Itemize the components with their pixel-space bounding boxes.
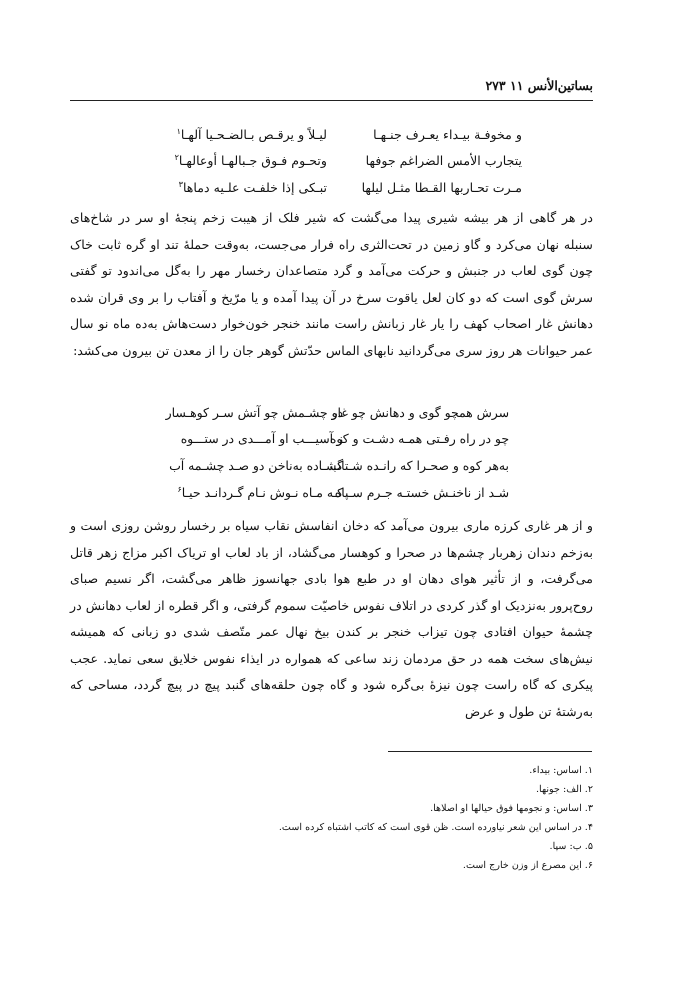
- hemistich-1: یتجارب الأمس الضراغم جوفها: [365, 153, 522, 168]
- persian-verse: [0, 405, 681, 431]
- hemistich-2: وتحـوم فـوق جـبالهـا أوعالهـا$^۲$: [174, 153, 327, 169]
- paragraph-2: و از هر غاری کرزه ماری بیرون می‌آمد که دخان انفاسش نقاب سیاه بر رخسار روشن روزی است و به‌زخم دندان زهربار چشم‌ها در صحرا و کوهسار می‌گشاد، از باد لعاب او تریاک اکبر مزاج زهر قاتل می‌گرفت، و از تأثیر هوای دهان او در طبع هوا بادی جهانسوز ظاهر می‌گشت، اگر نسیم صبای روح‌پرور به‌نزدیک او گذر کردی در اتلاف نفوس خاصیّت سموم گرفتی، و اگر قطره از لعاب دهانش در چشمهٔ حیوان افتادی چون تیزاب خنجر بر کندن بیخ نهال عمر متّصف شدی دو زبانی که همیشه نیش‌های سخت همه در حق مردمان زند ساعی که همواره در ایذاء نفوس خلایق سعی نماید. عجب پیکری که گاه راست چون نیزهٔ بی‌گره شود و گاه چون حلقه‌های گنبد پیچ در پیچ گردد، مساحی که به‌رشتهٔ تن طول و عرض: [70, 518, 593, 719]
- paragraph-1: در هر گاهی از هر بیشه شیری پیدا می‌گشت که شیر فلک از هیبت زخم پنجهٔ او سر در شاخ‌های سنبله نهان می‌کرد و گاو زمین در تحت‌الثری راه فرار می‌جست، به‌وقت حملهٔ تند او گره ثابت خاک چون گوی لعاب در جنبش و حرکت می‌آمد و گرد متصاعدان رخسار مهر را به‌گل می‌اندود تو گفتی سرش گوی است که دو کان لعل یاقوت سرخ در آن پیدا آمده و یا مرّیخ و آفتاب را بر وی قران شده دهانش غار اصحاب کهف را یار غار زبانش راست مانند خنجر خون‌خوار دست‌هاش به‌ده ماه نو سال عمر حیوانات هر روز سری می‌گردانید نابهای الماس حدّتش گوهر جان را از معدن تن بیرون می‌کشد:: [70, 210, 593, 358]
- arabic-couplet: [0, 153, 522, 175]
- persian-verse: [0, 485, 681, 511]
- running-header: بساتین‌الأنس ۱۱ ۲۷۳: [485, 78, 593, 93]
- arabic-couplet: [0, 127, 522, 149]
- footnote-4: ۴. در اساس این شعر نیاورده است. ظن قوی است که کاتب اشتباه کرده است.: [278, 822, 593, 833]
- hemistich-2: گشـاده به‌ناخن دو صـد چشـمه آب: [169, 458, 343, 473]
- footnote-rule: [388, 751, 592, 752]
- footnote-2: ۲. الف: جونها.: [535, 784, 593, 795]
- footnote-marker: ۳: [178, 180, 183, 189]
- hemistich-1: سرش همچو گوی و دهانش چو غار: [331, 405, 509, 420]
- hemistich-2: لیـلاً و یرقـص بـالضـحـیا آلهـا$^۱$: [176, 127, 327, 143]
- persian-verse: [0, 431, 681, 457]
- footnote-6: ۶. این مصرع از وزن خارج است.: [462, 860, 593, 871]
- persian-verse: [0, 458, 681, 484]
- footnote-3: ۳. اساس: و نجومها فوق حیالها او اصلاها.: [430, 803, 593, 814]
- footnote-marker: ۶: [177, 485, 182, 494]
- arabic-couplet: [0, 180, 522, 202]
- hemistich-1: و مخوفـة بیـداء یعـرف جنـهـا: [373, 127, 522, 142]
- footnote-1: ۱. اساس: بیداء.: [529, 765, 593, 776]
- footnote-5: ۵. ب: سپا.: [549, 841, 593, 852]
- footnote-marker: ۱: [176, 127, 181, 136]
- hemistich-2: دو چشـمش چو آتش سـر کوهـسار: [165, 405, 343, 420]
- hemistich-1: مـرت تحـاربها القـطا مثـل لیلها: [361, 180, 522, 195]
- hemistich-2: ز آسیـــب او آمـــدی در ستـــوه: [180, 431, 343, 446]
- hemistich-1: به‌هر کوه و صحـرا که رانـده شـتاب: [329, 458, 509, 473]
- hemistich-1: چو در راه رفـتی همـه دشـت و کوه: [329, 431, 509, 446]
- hemistich-2: تبـکی إذا خلفـت علـیه دماها$^۳$: [178, 180, 327, 196]
- hemistich-2: کـه مـاه نـوش نـام گـردانـد حیـا$^۶$: [177, 485, 343, 501]
- hemistich-1: شـد از ناخنـش خستـه جـرم سـپاه: [334, 485, 509, 500]
- header-rule: [70, 100, 593, 101]
- footnote-marker: ۲: [174, 153, 179, 162]
